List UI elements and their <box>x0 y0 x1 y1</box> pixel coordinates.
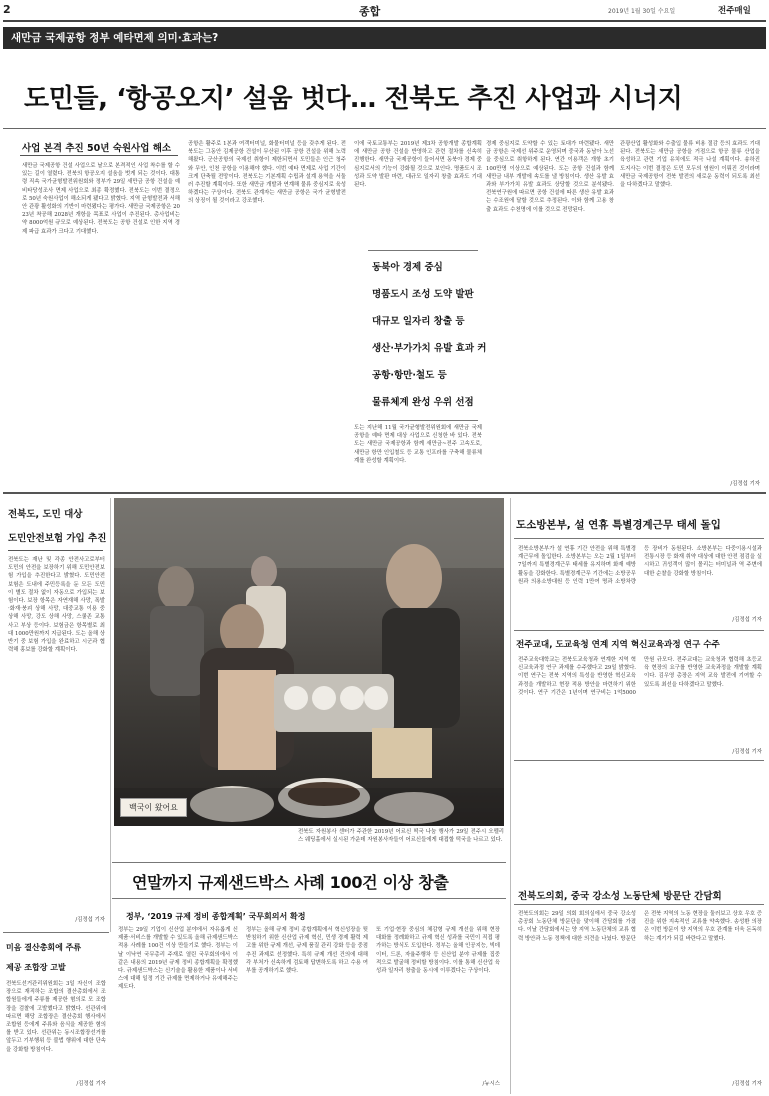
left-story-headline-1: 전북도, 도민 대상 <box>8 509 83 520</box>
right-top-rule <box>514 538 764 539</box>
lead-subhead-rule <box>20 155 178 156</box>
news-photo-illustration <box>114 498 504 826</box>
bottom-left-body: 전북도선거관리위원회는 3일 자신이 조합장으로 재직하는 조합의 결산총회에서 조합원들에게 주류를 제공한 혐의로 모 조합장을 검찰에 고발했다고 밝혔다. 선관위에 따르면 해당 조합장은 결산총회 행사에서 조합원 등에게 주류와 음식을 제공한 혐의를 받고 있다. 선관위는 동시조합장선거를 앞두고 기부행위 등 불법 행위에 대한 단속을 강화할 방침이다. <box>6 981 106 1053</box>
right-mid-top-rule <box>514 630 764 631</box>
left-story-rule <box>8 550 103 551</box>
bottom-left-byline: /김정섭 기자 <box>76 1081 106 1087</box>
lead-subhead: 사업 본격 추진 50년 숙원사업 해소 <box>22 143 172 154</box>
right-bottom-body: 전북도의회는 29일 의회 회의실에서 중국 강소성 총공회 노동단체 방문단을 맞이해 간담회를 가졌다. 이날 간담회에서는 양 지역 노동단체의 교류 협력 방안과 노동 정책에 대한 의견을 나눴다. 방문단은 전북 지역의 노동 현장을 둘러보고 상호 우호 증진을 위한 지속적인 교류를 약속했다. 송성환 의장은 이번 방문이 양 지역의 우호 관계를 더욱 돈독히 하는 계기가 되길 바란다고 말했다. <box>518 911 762 942</box>
bottom-left-top-rule <box>3 932 109 933</box>
sandbox-top-rule <box>112 862 506 863</box>
sandbox-headline-rule <box>112 898 506 899</box>
sandbox-subhead: 정부, ‘2019 규제 정비 종합계획’ 국무회의서 확정 <box>126 912 306 921</box>
lead-headline: 도민들, ‘항공오지’ 설움 벗다… 전북도 추진 사업과 시너지 <box>24 84 683 114</box>
quote-rule-top <box>368 250 478 251</box>
right-mid-byline: /김정섭 기자 <box>732 749 762 755</box>
lead-column-4: 경제 중심지로 도약할 수 있는 토대가 마련됐다. 새만금 공항은 국제선 위주로 운영되며 중국과 동남아 노선을 중심으로 취항하게 된다. 연간 이용객은 개항 초기 100만명 이상으로 예상된다. 도는 공항 건설과 함께 새만금 내부 개발에 속도를 낼 방침이다. 생산 유발 효과와 부가가치 유발 효과도 상당할 것으로 분석됐다. 전북연구원에 따르면 공항 건설에 따른 생산 유발 효과는 수조원에 달할 것으로 추정된다. 이와 함께 고용 창출 효과도 수천명에 이를 것으로 전망된다. <box>486 141 614 213</box>
left-column-divider <box>110 498 111 932</box>
section-label: 종합 <box>359 5 381 18</box>
lead-byline: /김정섭 기자 <box>730 481 760 487</box>
page-number: 2 <box>3 3 11 16</box>
photo-sign-text: 백국이 왔어요 <box>129 803 178 812</box>
photo-sign <box>120 798 187 817</box>
sandbox-byline: /뉴시스 <box>482 1081 500 1087</box>
right-bottom-top-rule <box>514 760 764 761</box>
left-story-body: 전북도는 재난 및 각종 안전사고로부터 도민의 안전을 보장하기 위해 도민안전보험 가입을 추진한다고 밝혔다. 도민안전보험은 도내에 주민등록을 둔 모든 도민이 별도 절차 없이 자동으로 가입되는 보험이다. 보장 항목은 자연재해 사망, 폭발·화재·붕괴 상해 사망, 대중교통 이용 중 상해 사망, 강도 상해 사망, 스쿨존 교통사고 부상 등이다. 보험금은 항목별로 최대 1000만원까지 지급된다. 도는 올해 상반기 중 보험 가입을 완료하고 시군과 협력해 홍보를 강화할 계획이다. <box>8 557 105 654</box>
lead-bottom-rule <box>3 492 766 494</box>
sandbox-column-1: 정부는 29일 기업이 신산업 분야에서 자유롭게 신제품·서비스를 개발할 수 있도록 올해 규제샌드박스 적용 사례를 100건 이상 만들기로 했다. 정부는 이날 이낙연 국무총리 주재로 열린 국무회의에서 이 같은 내용의 2019년 규제 정비 종합계획을 확정했다. 규제샌드박스는 신기술을 활용한 제품이나 서비스에 대해 일정 기간 규제를 면제하거나 유예해주는 제도다. <box>118 927 238 991</box>
issue-date: 2019년 1월 30일 수요일 <box>608 8 676 15</box>
lead-column-5: 관광산업 활성화와 수출입 물류 비용 절감 등의 효과도 기대된다. 전북도는 새만금 공항을 거점으로 항공 물류 산업을 육성하고 관련 기업 유치에도 적극 나설 계획이다. 송하진 도지사는 이번 결정은 도민 모두의 염원이 이뤄진 것이라며 새만금 국제공항이 전북 발전의 새로운 동력이 되도록 최선을 다하겠다고 말했다. <box>620 141 760 189</box>
quote-line: 명품도시 조성 도약 발판 <box>372 289 474 300</box>
quote-line: 대규모 일자리 창출 등 <box>372 316 465 327</box>
right-bottom-headline: 전북도의회, 중국 강소성 노동단체 방문단 간담회 <box>518 891 722 902</box>
right-column-divider <box>510 498 511 1094</box>
right-bottom-rule <box>514 904 764 905</box>
right-top-body: 전북소방본부가 설 연휴 기간 안전을 위해 특별경계근무에 돌입한다. 소방본부는 오는 2월 1일부터 7일까지 특별경계근무 태세를 유지하며 화재 예방 활동을 강화한다. 특별경계근무 기간에는 소방공무원과 의용소방대원 등 인력 1만여 명과 소방차량 등 장비가 동원된다. 소방본부는 다중이용시설과 전통시장 등 화재 취약 대상에 대한 안전 점검을 실시하고 귀성객이 많이 몰리는 터미널과 역 주변에 대한 순찰을 강화할 방침이다. <box>518 546 762 585</box>
quote-line: 공항·항만·철도 등 <box>372 370 447 381</box>
lead-column-1: 새만금 국제공항 건설 사업으로 날으로 본격적인 사업 착수를 할 수 있는 길이 열렸다. 전북의 항공오지 설움을 벗게 되는 것이다. 대통령 직속 국가균형발전위원회와 정부가 29일 새만금 공항 건설을 예비타당성조사 면제 사업으로 최종 확정했다. 전북도는 이번 결정으로 50년 숙원사업이 해소되게 됐다고 밝혔다. 지역 균형발전과 서해안 관광 활성화의 기반이 마련됐다는 평가다. 새만금 국제공항은 2023년 착공해 2028년 개항을 목표로 사업이 추진된다. 총사업비는 약 8000억원 규모로 예상된다. 전북도는 공항 건설로 인한 지역 경제 파급 효과가 크다고 기대했다. <box>22 163 180 235</box>
lead-headline-rule <box>3 128 766 129</box>
sandbox-column-2: 정부는 올해 규제 정비 종합계획에서 혁신성장을 뒷받침하기 위한 신산업 규제 혁신, 민생 경제 활력 제고를 위한 규제 개선, 규제 품질 관리 강화 등을 중점 추진 과제로 선정했다. 특히 규제 개선 건의에 대해 각 부처가 신속하게 검토해 답변하도록 하고 수용 여부를 공개하기로 했다. <box>246 927 368 975</box>
right-top-headline: 도소방본부, 설 연휴 특별경계근무 태세 돌입 <box>516 519 721 531</box>
right-top-byline: /김정섭 기자 <box>732 617 762 623</box>
quote-line: 생산·부가가치 유발 효과 커 <box>372 343 487 354</box>
bottom-left-headline-1: 미음 결산총회에 주류 <box>6 943 82 952</box>
lead-kicker-text: 새만금 국제공항 정부 예타면제 의미·효과는? <box>11 32 219 44</box>
right-bottom-byline: /김정섭 기자 <box>732 1081 762 1087</box>
right-mid-headline: 전주교대, 도교육청 연계 지역 혁신교육과정 연구 수주 <box>516 640 720 650</box>
lead-column-2: 공항은 활주로 1본과 여객터미널, 화물터미널 등을 갖추게 된다. 전북도는 그동안 김제공항 건설이 무산된 이후 공항 건설을 위해 노력해왔다. 군산공항의 국제선 취항이 제한되면서 도민들은 인근 청주와 무안, 인천 공항을 이용해야 했다. 이번 예타 면제로 사업 기간이 크게 단축될 전망이다. 전북도는 기본계획 수립과 설계 용역을 서둘러 추진할 계획이다. 또한 새만금 개발과 연계해 물류 중심지로 육성하겠다는 구상이다. 전북도 관계자는 새만금 공항은 국가 균형발전의 상징이 될 것이라고 강조했다. <box>188 141 346 205</box>
left-story-byline: /김정섭 기자 <box>75 917 105 923</box>
lead-quote-box <box>372 254 487 452</box>
left-story-headline-2: 도민안전보험 가입 추진 <box>8 533 107 544</box>
lead-column-3: 이에 국토교통부는 2019년 제3차 공항개발 종합계획에 새만금 공항 건설을 반영하고 관련 절차를 신속히 진행한다. 새만금 국제공항이 들어서면 동북아 경제 중심지로서의 기능이 강화될 것으로 보인다. 명품도시 조성과 도약 발판 마련, 대규모 일자리 창출 효과도 기대된다. <box>354 141 482 189</box>
right-mid-body: 전주교육대학교는 전북도교육청과 연계한 지역 혁신교육과정 연구 과제를 수주했다고 29일 밝혔다. 이번 연구는 전북 지역의 특성을 반영한 혁신교육과정을 개발하고 현장 적용 방안을 마련하기 위한 것이다. 연구 기간은 1년이며 연구비는 1억5000만원 규모다. 전주교대는 교육청과 협력해 초등교육 현장의 요구를 반영한 교육과정을 개발할 계획이다. 김우영 총장은 지역 교육 발전에 기여할 수 있도록 최선을 다하겠다고 말했다. <box>518 657 762 696</box>
lead-column-3b: 도는 지난해 11월 국가균형발전위원회에 새만금 국제공항을 예타 면제 대상 사업으로 신청한 바 있다. 전북도는 새만금 국제공항과 함께 새만금~전주 고속도로, 새만금 항만 인입철도 등 교통 인프라를 구축해 물류체계를 완성할 계획이다. <box>354 425 482 464</box>
masthead-rule <box>3 20 766 22</box>
quote-line: 동북아 경제 중심 <box>372 262 443 273</box>
quote-line: 물류체계 완성 우위 선점 <box>372 397 474 408</box>
bottom-left-headline-2: 제공 조합장 고발 <box>6 963 66 972</box>
quote-rule-bottom <box>368 420 478 421</box>
paper-name: 전주매일 <box>718 6 751 16</box>
sandbox-column-3: 또 기업·현장 중심의 체감형 규제 개선을 위해 현장 대화를 정례화하고 규제 혁신 성과를 국민이 직접 평가하는 방식도 도입한다. 정부는 올해 인공지능, 빅데이터, 드론, 자율주행차 등 신산업 분야 규제를 집중적으로 발굴해 정비할 방침이다. 이를 통해 신산업 육성과 일자리 창출을 동시에 이루겠다는 구상이다. <box>376 927 500 975</box>
news-photo <box>114 498 504 826</box>
photo-caption: 전북도 자원봉사 센터가 주관한 2019년 어르신 떡국 나눔 행사가 29일 전주시 오펠리스 웨딩홀에서 실시된 가운데 자원봉사자들이 어르신들에게 대접할 떡국을 나르고 있다. <box>298 829 504 844</box>
lead-kicker <box>3 27 766 49</box>
sandbox-headline: 연말까지 규제샌드박스 사례 100건 이상 창출 <box>132 873 449 892</box>
